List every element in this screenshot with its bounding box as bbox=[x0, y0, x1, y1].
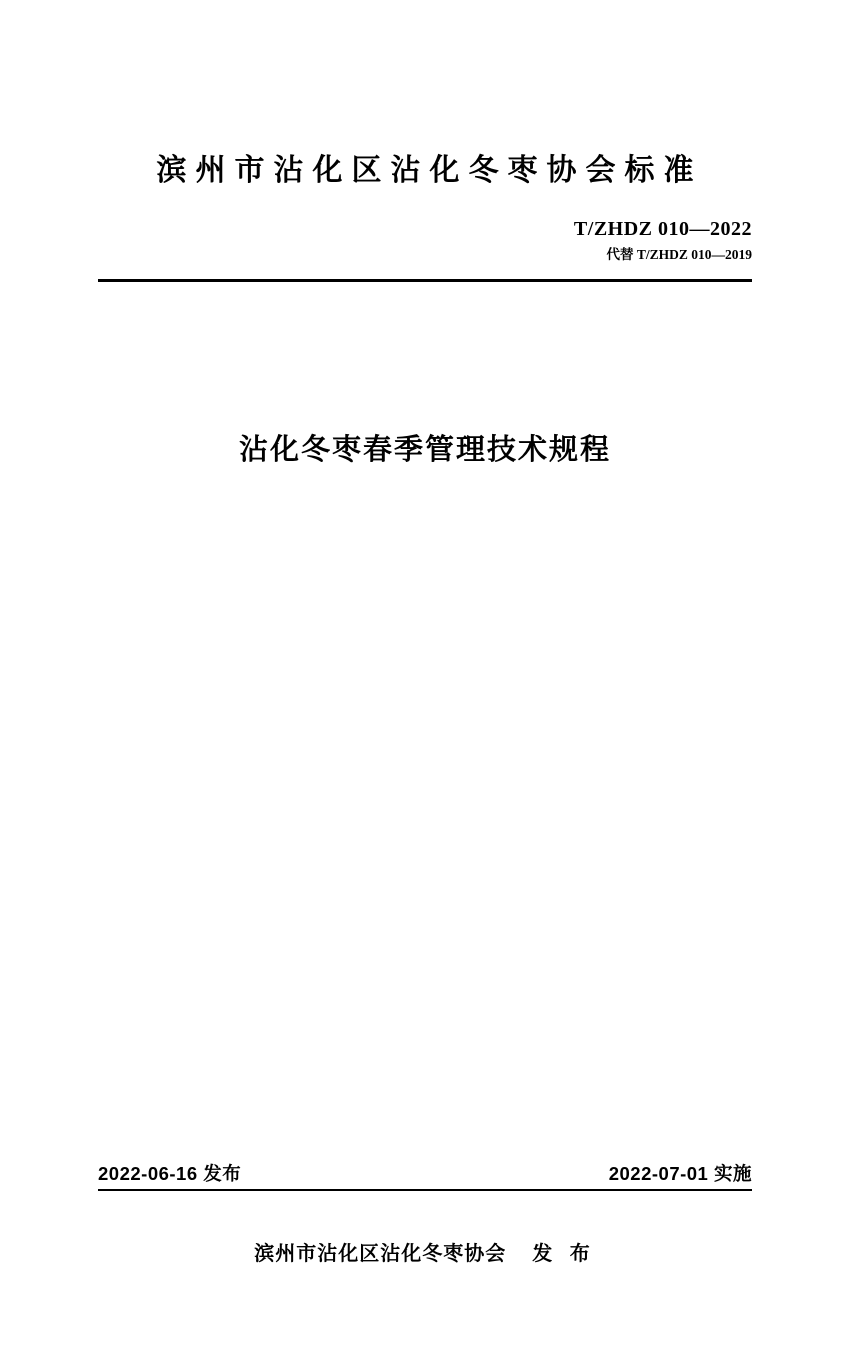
standard-replaces-note: 代替 T/ZHDZ 010—2019 bbox=[606, 246, 752, 262]
standard-code: T/ZHDZ 010—2022 bbox=[573, 217, 752, 240]
standard-code-block bbox=[98, 216, 752, 264]
footer-divider bbox=[98, 1189, 752, 1191]
document-title: 沾化冬枣春季管理技术规程 bbox=[238, 434, 611, 467]
publisher-name: 滨州市沾化区沾化冬枣协会 bbox=[254, 1243, 507, 1265]
issue-date: 2022-06-16 发布 bbox=[98, 1163, 242, 1184]
dates-row bbox=[98, 1160, 752, 1186]
association-standard-title: 滨州市沾化区沾化冬枣协会标准 bbox=[156, 154, 703, 187]
publish-verb: 发 布 bbox=[532, 1243, 596, 1265]
document-page bbox=[0, 152, 850, 1353]
header-divider bbox=[98, 279, 752, 282]
publisher-line bbox=[98, 1237, 752, 1266]
implementation-date: 2022-07-01 实施 bbox=[608, 1163, 752, 1184]
